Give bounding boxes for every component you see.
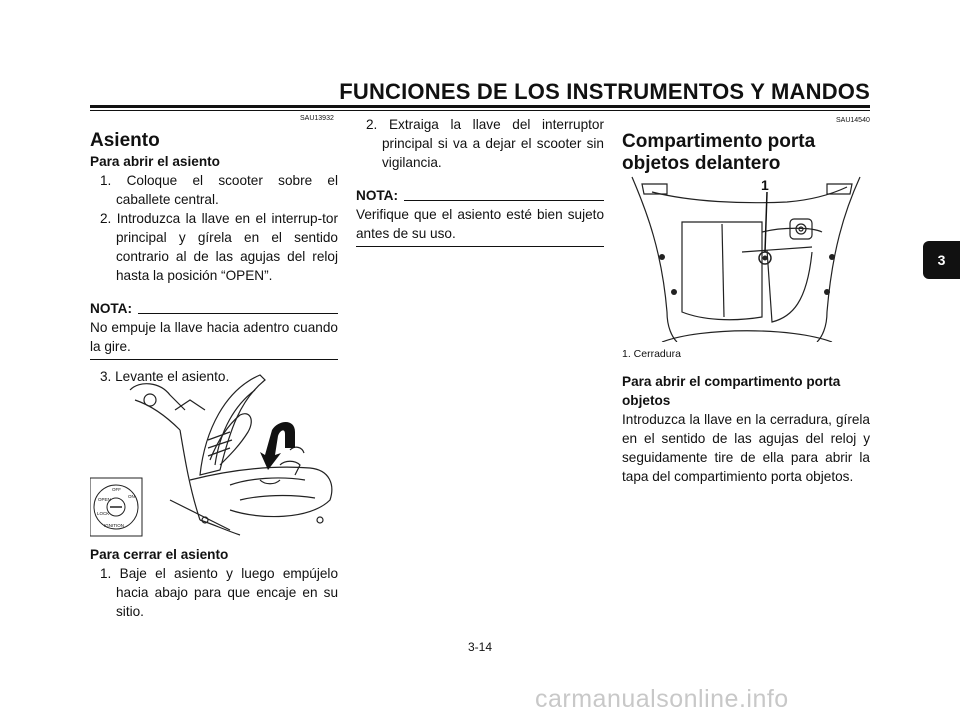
right-column — [622, 345, 870, 486]
storage-open-heading: Para abrir el compartimento porta objetos — [622, 374, 841, 408]
nota-text: No empuje la llave hacia adentro cuando la gire. — [90, 318, 338, 360]
left-column-bottom — [90, 545, 338, 621]
switch-label-ignition: IGNITION — [104, 523, 124, 528]
section-title-asiento: Asiento — [90, 130, 160, 151]
storage-open-text: Introduzca la llave en la cerradura, gírela en el sentido de las agujas del reloj y seguidamente tire de ella para abrir la tapa del compartimiento porta objetos. — [622, 412, 870, 484]
storage-figure — [622, 172, 870, 342]
open-seat-heading: Para abrir el asiento — [90, 154, 220, 169]
figure-callout-1: 1 — [761, 177, 769, 193]
seat-figure — [90, 370, 340, 540]
header-rule — [90, 105, 870, 108]
left-column — [90, 130, 338, 386]
nota-heading-2 — [356, 186, 604, 205]
section-tab: 3 — [923, 241, 960, 279]
switch-label-off: OFF — [112, 487, 121, 492]
switch-label-on: ON — [128, 494, 135, 499]
figure-caption: 1. Cerradura — [622, 348, 681, 360]
switch-label-lock: LOCK — [97, 511, 110, 516]
close-step-2: 2. Extraiga la llave del interruptor principal si va a dejar el scooter sin vigilancia. — [366, 117, 604, 170]
page-header-title: FUNCIONES DE LOS INSTRUMENTOS Y MANDOS — [339, 79, 870, 104]
switch-label-open: OPEN — [98, 497, 111, 502]
close-seat-heading: Para cerrar el asiento — [90, 547, 229, 562]
right-section-code: SAU14540 — [836, 117, 870, 124]
close-step-1: 1. Baje el asiento y luego empújelo hacia abajo para que encaje en su sitio. — [100, 566, 338, 619]
watermark: carmanualsonline.info — [535, 685, 789, 713]
nota-heading — [90, 299, 338, 318]
right-section-title: Compartimento porta objetos delantero — [622, 131, 816, 174]
nota-text-2: Verifique que el asiento esté bien sujeto antes de su uso. — [356, 205, 604, 247]
open-step-1: 1. Coloque el scooter sobre el caballete central. — [100, 173, 338, 207]
page-number: 3-14 — [467, 640, 493, 654]
left-section-code: SAU13932 — [300, 115, 334, 122]
middle-column — [356, 115, 604, 247]
nota-label: NOTA: — [90, 301, 133, 316]
nota-label-2: NOTA: — [356, 188, 399, 203]
open-step-3: 3. Levante el asiento. — [100, 369, 230, 384]
header-rule-thin — [90, 110, 870, 111]
open-step-2: 2. Introduzca la llave en el interrup-tor principal y gírela en el sentido contrario al de las agujas del reloj hasta la posición “OPEN”. — [100, 211, 338, 283]
